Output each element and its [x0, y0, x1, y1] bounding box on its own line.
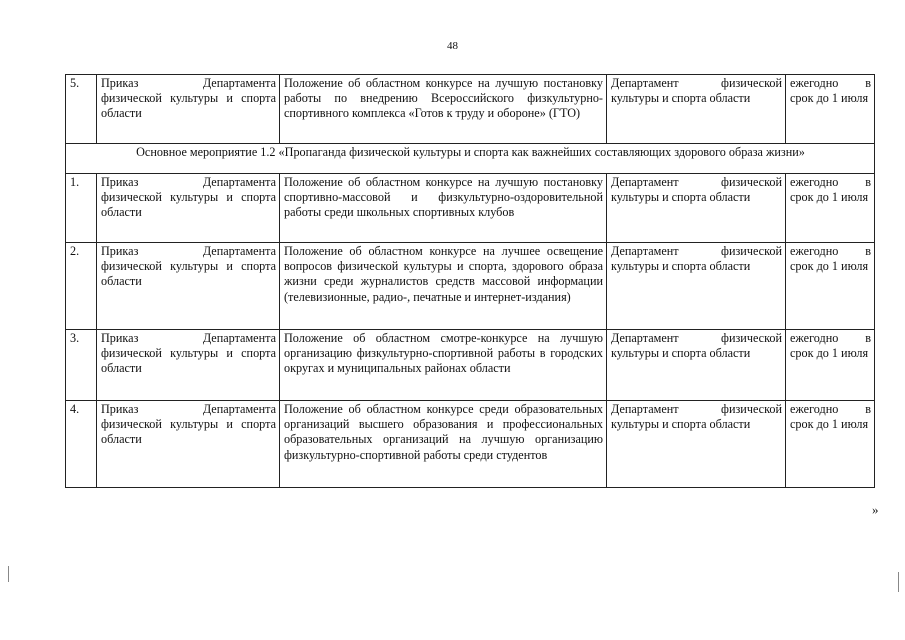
- table-row: [66, 174, 875, 243]
- document-title-cell: Положение об областном конкурсе на лучшую постановку спортивно-массовой и физкультурно-оздоровительной работы среди школьных спортивных клубов: [280, 174, 607, 243]
- responsible-cell: Департамент физической культуры и спорта области: [607, 75, 786, 144]
- responsible-cell: Департамент физической культуры и спорта области: [607, 401, 786, 488]
- deadline-cell: ежегодно в срок до 1 июля: [786, 401, 875, 488]
- deadline-cell: ежегодно в срок до 1 июля: [786, 174, 875, 243]
- section-heading-row: [66, 144, 875, 174]
- continuation-mark: »: [872, 502, 879, 517]
- deadline-cell: ежегодно в срок до 1 июля: [786, 330, 875, 401]
- deadline-cell: ежегодно в срок до 1 июля: [786, 243, 875, 330]
- document-type-cell: Приказ Департамента физической культуры и спорта области: [97, 75, 280, 144]
- row-number: 3.: [66, 330, 97, 401]
- scan-mark-right: [898, 572, 899, 592]
- responsible-cell: Департамент физической культуры и спорта области: [607, 243, 786, 330]
- table-row: [66, 243, 875, 330]
- scan-mark-left: [8, 566, 9, 582]
- document-type-cell: Приказ Департамента физической культуры и спорта области: [97, 243, 280, 330]
- table-row: [66, 75, 875, 144]
- row-number: 2.: [66, 243, 97, 330]
- responsible-cell: Департамент физической культуры и спорта области: [607, 330, 786, 401]
- table-row: [66, 401, 875, 488]
- deadline-cell: ежегодно в срок до 1 июля: [786, 75, 875, 144]
- document-title-cell: Положение об областном конкурсе среди образовательных организаций высшего образования и профессиональных образовательных организаций на лучшую организацию физкультурно-спортивной работы среди студентов: [280, 401, 607, 488]
- document-title-cell: Положение об областном смотре-конкурсе на лучшую организацию физкультурно-спортивной работы в городских округах и муниципальных районах области: [280, 330, 607, 401]
- document-title-cell: Положение об областном конкурсе на лучшее освещение вопросов физической культуры и спорта, здорового образа жизни среди журналистов средств массовой информации (телевизионные, радио-, печатные и интернет-издания): [280, 243, 607, 330]
- table-row: [66, 330, 875, 401]
- activities-table: [65, 74, 875, 488]
- document-title-cell: Положение об областном конкурсе на лучшую постановку работы по внедрению Всероссийского физкультурно-спортивного комплекса «Готов к труду и обороне» (ГТО): [280, 75, 607, 144]
- document-type-cell: Приказ Департамента физической культуры и спорта области: [97, 330, 280, 401]
- document-type-cell: Приказ Департамента физической культуры и спорта области: [97, 401, 280, 488]
- row-number: 1.: [66, 174, 97, 243]
- responsible-cell: Департамент физической культуры и спорта области: [607, 174, 786, 243]
- document-type-cell: Приказ Департамента физической культуры и спорта области: [97, 174, 280, 243]
- page-number: 48: [447, 40, 458, 52]
- section-heading: Основное мероприятие 1.2 «Пропаганда физической культуры и спорта как важнейших составляющих здорового образа жизни»: [66, 144, 875, 174]
- row-number: 5.: [66, 75, 97, 144]
- row-number: 4.: [66, 401, 97, 488]
